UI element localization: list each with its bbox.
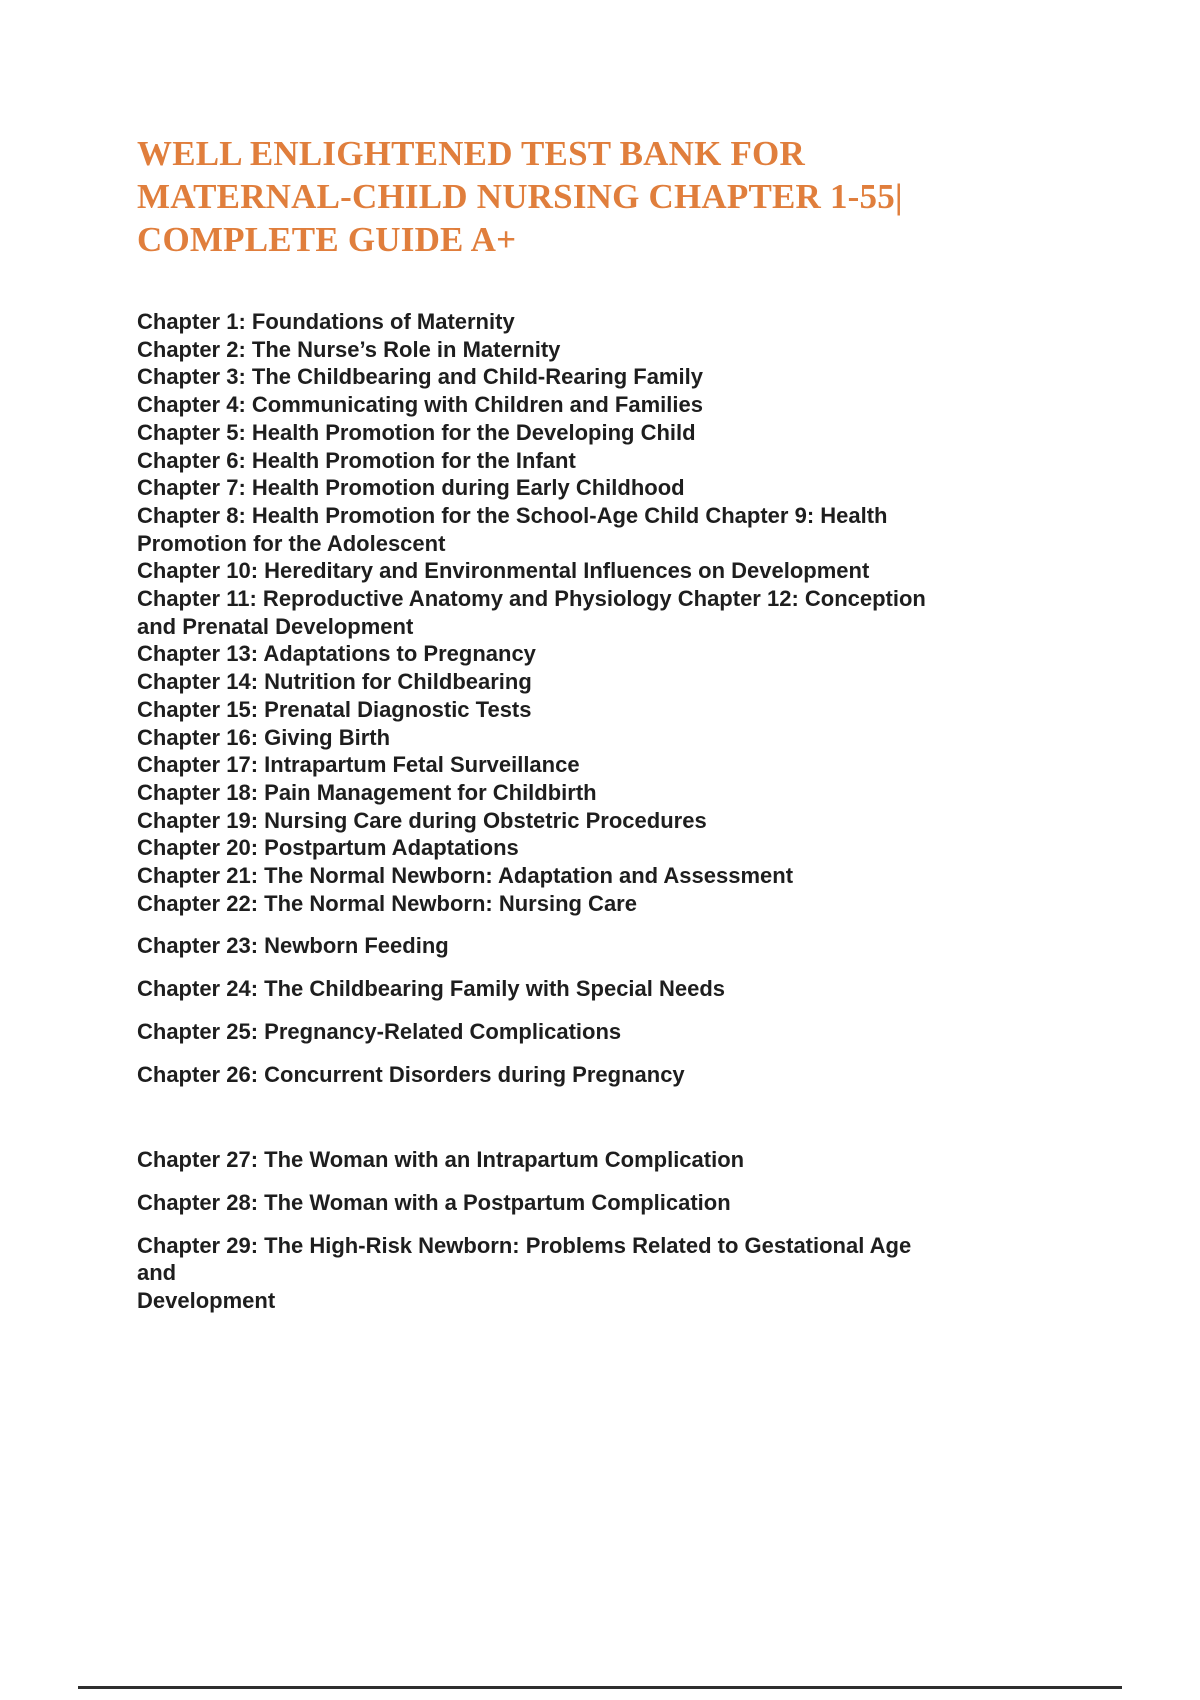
chapter-line: Chapter 1: Foundations of Maternity bbox=[137, 309, 515, 334]
chapter-line: Chapter 4: Communicating with Children and Families bbox=[137, 392, 703, 418]
chapter-line: Promotion for the Adolescent bbox=[137, 530, 446, 556]
chapter-list-block-2 bbox=[137, 932, 1140, 1088]
chapter-line: Chapter 20: Postpartum Adaptations bbox=[137, 835, 519, 861]
chapter-line: Chapter 8: Health Promotion for the School-Age Child Chapter 9: Health bbox=[137, 502, 888, 528]
chapter-line: Chapter 21: The Normal Newborn: Adaptation and Assessment bbox=[137, 863, 794, 889]
chapter-line: Chapter 10: Hereditary and Environmental Influences on Development bbox=[137, 558, 870, 584]
chapter-line: and Prenatal Development bbox=[137, 613, 414, 639]
chapter-line: Chapter 15: Prenatal Diagnostic Tests bbox=[137, 696, 532, 722]
chapter-line: Chapter 19: Nursing Care during Obstetric Procedures bbox=[137, 807, 707, 833]
chapter-29-paragraph bbox=[137, 1232, 1140, 1315]
chapter-line: Chapter 2: The Nurse’s Role in Maternity bbox=[137, 336, 561, 362]
chapter-line: and bbox=[137, 1260, 177, 1286]
page-title-line: WELL ENLIGHTENED TEST BANK FOR bbox=[137, 134, 805, 173]
chapter-line: Chapter 5: Health Promotion for the Developing Child bbox=[137, 419, 696, 445]
chapter-paragraph: Chapter 27: The Woman with an Intrapartum Complication bbox=[137, 1147, 745, 1173]
chapter-paragraph: Chapter 28: The Woman with a Postpartum Complication bbox=[137, 1189, 731, 1215]
chapter-list-block-3 bbox=[137, 1146, 1140, 1216]
chapter-line: Chapter 22: The Normal Newborn: Nursing Care bbox=[137, 890, 637, 916]
chapter-line: Chapter 16: Giving Birth bbox=[137, 724, 391, 750]
chapter-line: Chapter 6: Health Promotion for the Infant bbox=[137, 447, 576, 473]
chapter-line: Chapter 17: Intrapartum Fetal Surveillance bbox=[137, 752, 580, 778]
table-of-contents bbox=[137, 308, 1140, 1315]
page-title bbox=[137, 132, 1140, 261]
page-title-line: COMPLETE GUIDE A+ bbox=[137, 220, 517, 259]
chapter-line: Chapter 11: Reproductive Anatomy and Physiology Chapter 12: Conception bbox=[137, 586, 926, 612]
chapter-line: Chapter 29: The High-Risk Newborn: Problems Related to Gestational Age bbox=[137, 1232, 912, 1258]
chapter-line: Chapter 18: Pain Management for Childbirth bbox=[137, 779, 597, 805]
chapter-line: Chapter 14: Nutrition for Childbearing bbox=[137, 669, 532, 695]
chapter-line: Chapter 13: Adaptations to Pregnancy bbox=[137, 641, 536, 667]
page-title-line: MATERNAL-CHILD NURSING CHAPTER 1-55| bbox=[137, 177, 903, 216]
chapter-line: Chapter 7: Health Promotion during Early Childhood bbox=[137, 475, 685, 501]
chapter-paragraph: Chapter 25: Pregnancy-Related Complications bbox=[137, 1018, 622, 1044]
footer-divider bbox=[78, 1686, 1122, 1689]
chapter-line: Chapter 3: The Childbearing and Child-Rearing Family bbox=[137, 364, 703, 390]
chapter-paragraph: Chapter 24: The Childbearing Family with Special Needs bbox=[137, 976, 726, 1002]
chapter-paragraph: Chapter 23: Newborn Feeding bbox=[137, 933, 449, 959]
chapter-paragraph: Chapter 26: Concurrent Disorders during Pregnancy bbox=[137, 1061, 685, 1087]
chapter-list-block-1 bbox=[137, 308, 1140, 917]
chapter-line: Development bbox=[137, 1288, 276, 1314]
